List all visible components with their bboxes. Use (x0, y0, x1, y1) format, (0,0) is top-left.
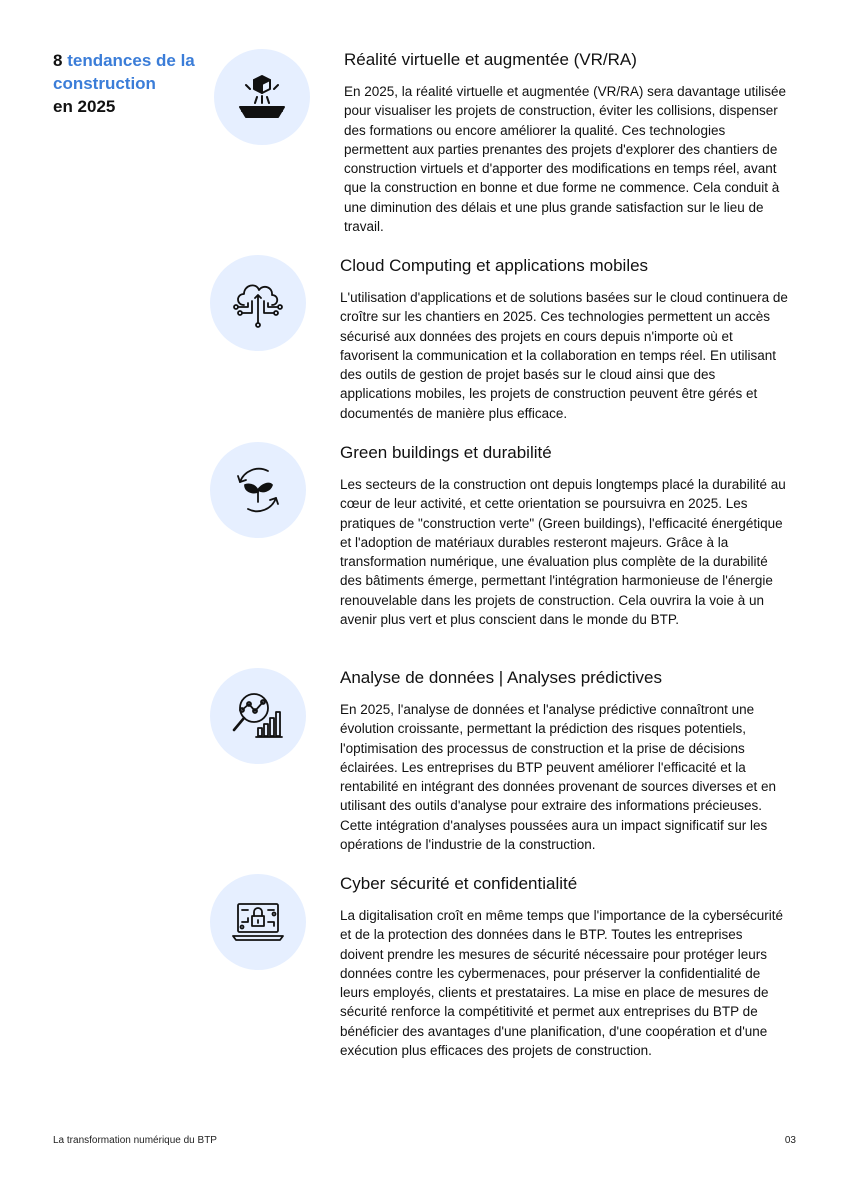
laptop-lock-icon (210, 874, 306, 970)
magnifier-chart-icon (210, 668, 306, 764)
section-title: Analyse de données | Analyses prédictives (340, 668, 662, 687)
section-body: La digitalisation croît en même temps que l'importance de la cybersécurité et de la protection des données dans le BTP. Toutes les entreprises doivent prendre les mesures de sécurité nécessaire pour protéger leurs données contre les cybermenaces, pour préserver la confidentialité de leurs employés, clients et prestataires. La mise en place de mesures de sécurité renforce la compétitivité et permet aux entreprises du BTP de bénéficier des avantages d'une planification, d'une coopération et d'une exécution plus efficaces des projets de construction. (340, 908, 784, 1059)
section-body: Les secteurs de la construction ont depuis longtemps placé la durabilité au cœur de leur activité, et cette orientation se poursuivra en 2025. Les pratiques de "construction verte" (Green buildings), l'efficacité énergétique et l'adoption de matériaux durables resteront majeurs. Grâce à la transformation numérique, une évaluation plus complète de la durabilité des bâtiments émerge, permettant l'intégration harmonieuse de l'énergie renouvelable dans les projets de construction. Cela ouvrira la voie à un avenir plus vert et plus conscient dans le monde du BTP. (340, 477, 786, 628)
section-title: Green buildings et durabilité (340, 443, 552, 462)
title-year: en 2025 (53, 97, 116, 116)
section-title: Cloud Computing et applications mobiles (340, 256, 649, 275)
title-number: 8 (53, 51, 63, 70)
section-body: L'utilisation d'applications et de solutions basées sur le cloud continuera de croître sur les chantiers en 2025. Ces technologies permettent un accès sécurisé aux données des projets en cours depuis n'importe où et favorisent la communication et la collaboration en temps réel. En utilisant des outils de gestion de projet basés sur le cloud ainsi que des applications mobiles, les projets de construction peuvent être gérés et documentés de manière plus efficace. (340, 290, 788, 421)
vr-headset-cube-icon (214, 49, 310, 145)
page-number: 03 (784, 1135, 796, 1146)
section-body: En 2025, la réalité virtuelle et augmentée (VR/RA) sera davantage utilisée pour visualiser les projets de construction, éviter les collisions, dispenser des formations ou encore améliorer la qualité. Ces technologies permettent aux parties prenantes des projets d'explorer des chantiers de construction virtuels et d'apporter des modifications en temps réel, avant que la construction en bonne et due forme ne commence. Cela conduit à une diminution des délais et une plus grande satisfaction sur le lieu de travail. (344, 84, 786, 235)
footer-document-title: La transformation numérique du BTP (53, 1135, 217, 1146)
page-title (53, 49, 203, 118)
section-title: Cyber sécurité et confidentialité (340, 874, 578, 893)
section-title: Réalité virtuelle et augmentée (VR/RA) (344, 50, 637, 69)
recycle-leaves-icon (210, 442, 306, 538)
cloud-network-icon (210, 255, 306, 351)
section-body: En 2025, l'analyse de données et l'analyse prédictive connaîtront une évolution croissante, permettant la prédiction des risques potentiels, l'optimisation des processus de construction et la prise de décisions éclairées. Les entreprises du BTP peuvent améliorer l'efficacité et la rentabilité en intégrant des données provenant de sources diverses et en utilisant des outils d'analyse pour extraire des informations précieuses. Cette intégration d'analyses poussées aura un impact significatif sur les opérations de l'industrie de la construction. (340, 702, 777, 853)
title-accent: tendances de la construction (53, 51, 195, 93)
